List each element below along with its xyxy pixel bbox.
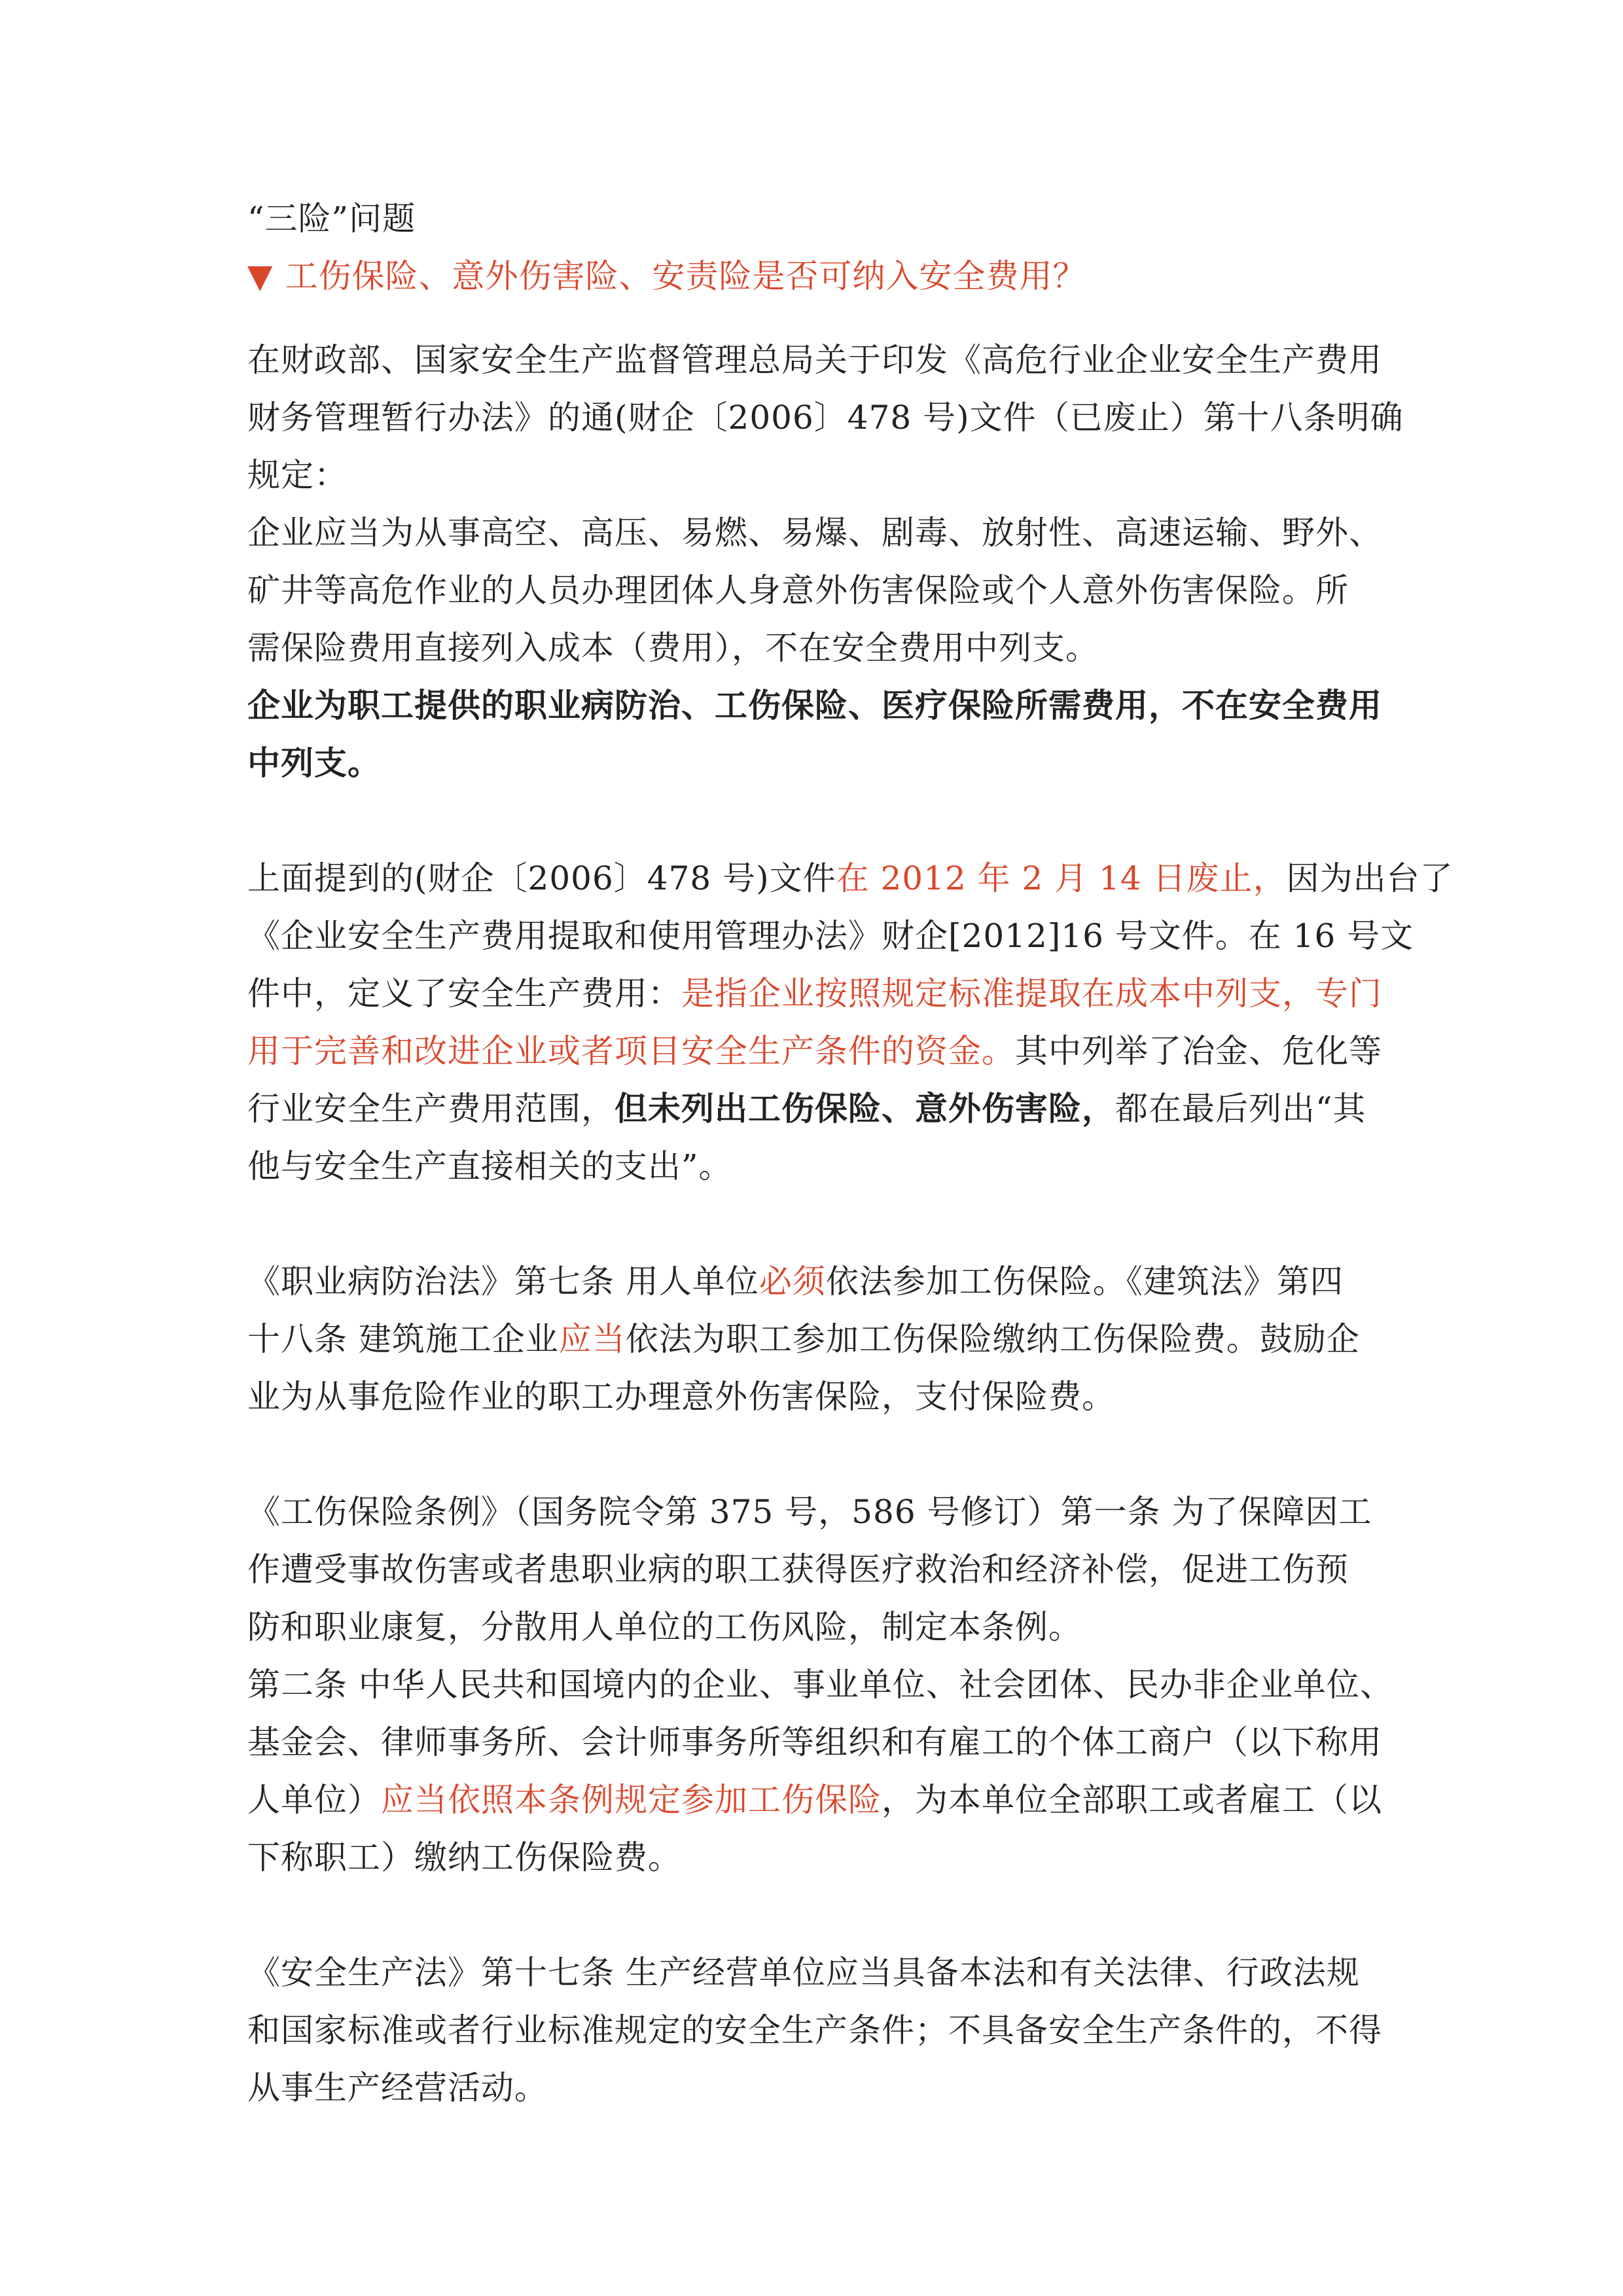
text-line: 规定： — [247, 456, 348, 494]
text-line: 基金会、律师事务所、会计师事务所等组织和有雇工的个体工商户（以下称用 — [247, 1723, 1382, 1761]
text-line: 业为从事危险作业的职工办理意外伤害保险，支付保险费。 — [247, 1378, 1115, 1416]
triangle-down-icon: ▼ — [247, 257, 274, 295]
text-line: 《安全生产法》第十七条 生产经营单位应当具备本法和有关法律、行政法规 — [247, 1954, 1360, 1992]
paragraph-3 — [247, 1253, 1394, 1426]
text-line: 企业应当为从事高空、高压、易燃、易爆、剧毒、放射性、高速运输、野外、 — [247, 514, 1382, 552]
text-line: 从事生产经营活动。 — [247, 2069, 548, 2107]
text-line: 需保险费用直接列入成本（费用），不在安全费用中列支。 — [247, 629, 1099, 667]
text-segment: 人单位） — [247, 1781, 381, 1819]
text-line — [247, 1080, 1394, 1138]
text-segment: 行业安全生产费用范围， — [247, 1090, 615, 1128]
text-line: 防和职业康复，分散用人单位的工伤风险，制定本条例。 — [247, 1608, 1082, 1646]
highlight-segment: 用于完善和改进企业或者项目安全生产条件的资金。 — [247, 1032, 1015, 1070]
text-line — [247, 965, 1394, 1022]
highlight-segment: 必须 — [758, 1263, 826, 1300]
text-line: 下称职工）缴纳工伤保险费。 — [247, 1839, 681, 1876]
text-segment: 上面提到的(财企〔2006〕478 号)文件 — [247, 859, 836, 897]
paragraph-5 — [247, 1944, 1394, 2117]
text-line-bold: 中列支。 — [247, 744, 381, 782]
text-line — [247, 850, 1454, 907]
text-line — [247, 1771, 1394, 1829]
text-line: 和国家标准或者行业标准规定的安全生产条件；不具备安全生产条件的，不得 — [247, 2011, 1382, 2049]
bold-segment: 但未列出工伤保险、意外伤害险， — [615, 1089, 1115, 1128]
text-line: 《工伤保险条例》（国务院令第 375 号，586 号修订）第一条 为了保障因工 — [247, 1493, 1372, 1531]
text-segment: 十八条 建筑施工企业 — [247, 1320, 559, 1358]
paragraph-4 — [247, 1483, 1394, 1886]
text-segment: 都在最后列出“其 — [1115, 1090, 1366, 1128]
text-line: 作遭受事故伤害或者患职业病的职工获得医疗救治和经济补偿，促进工伤预 — [247, 1551, 1349, 1588]
question-text: 工伤保险、意外伤害险、安责险是否可纳入安全费用？ — [285, 257, 1086, 295]
text-line-bold: 企业为职工提供的职业病防治、工伤保险、医疗保险所需费用，不在安全费用 — [247, 686, 1382, 725]
text-segment: ，为本单位全部职工或者雇工（以 — [882, 1781, 1382, 1819]
text-segment: 因为出台了 — [1286, 859, 1454, 897]
text-segment: 依法参加工伤保险。《建筑法》第四 — [825, 1263, 1344, 1300]
text-line: 在财政部、国家安全生产监督管理总局关于印发《高危行业企业安全生产费用 — [247, 341, 1382, 379]
text-line: 他与安全生产直接相关的支出”。 — [247, 1147, 732, 1185]
question-heading — [247, 247, 1394, 305]
document-page — [247, 190, 1454, 2117]
section-title: “三险”问题 — [247, 200, 416, 238]
text-segment: 件中，定义了安全生产费用： — [247, 975, 681, 1013]
text-line: 财务管理暂行办法》的通(财企〔2006〕478 号)文件（已废止）第十八条明确 — [247, 399, 1404, 437]
highlight-segment: 应当 — [558, 1320, 626, 1358]
text-line — [247, 1310, 1394, 1368]
text-line — [247, 1253, 1394, 1310]
paragraph-2 — [247, 850, 1454, 1195]
text-segment: 依法为职工参加工伤保险缴纳工伤保险费。鼓励企 — [625, 1320, 1360, 1358]
text-segment: 《职业病防治法》第七条 用人单位 — [247, 1263, 759, 1300]
text-line — [247, 1022, 1394, 1080]
text-line: 矿井等高危作业的人员办理团体人身意外伤害保险或个人意外伤害保险。所 — [247, 571, 1349, 609]
highlight-segment: 在 2012 年 2 月 14 日废止， — [836, 859, 1287, 897]
text-line: 第二条 中华人民共和国境内的企业、事业单位、社会团体、民办非企业单位、 — [247, 1666, 1393, 1704]
paragraph-1 — [247, 331, 1404, 792]
text-line: 《企业安全生产费用提取和使用管理办法》财企[2012]16 号文件。在 16 号文 — [247, 917, 1414, 955]
text-segment: 其中列举了冶金、危化等 — [1015, 1032, 1382, 1070]
highlight-segment: 应当依照本条例规定参加工伤保险 — [381, 1781, 882, 1819]
highlight-segment: 是指企业按照规定标准提取在成本中列支，专门 — [681, 975, 1382, 1013]
